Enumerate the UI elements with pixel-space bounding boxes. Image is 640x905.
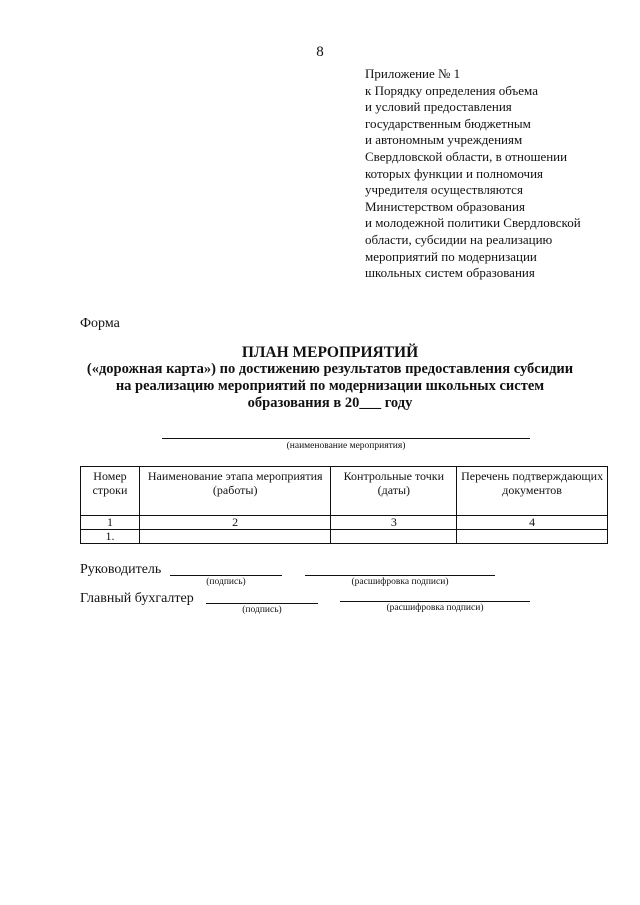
- appendix-line: государственным бюджетным: [365, 115, 531, 131]
- appendix-line: мероприятий по модернизации: [365, 248, 537, 264]
- appendix-block: [365, 66, 625, 282]
- head-label: Руководитель: [80, 562, 162, 577]
- head-decoding-line: [305, 575, 495, 576]
- table-row: [81, 530, 608, 544]
- appendix-line: и молодежной политики Свердловской: [365, 215, 581, 231]
- appendix-line: и автономным учреждениям: [365, 132, 523, 148]
- appendix-line: школьных систем образования: [365, 265, 535, 281]
- appendix-line: учредителя осуществляются: [365, 182, 523, 198]
- column-number-cell: 4: [457, 516, 608, 530]
- accountant-decoding-line: [340, 601, 530, 602]
- appendix-line: Министерством образования: [365, 198, 525, 214]
- appendix-line: которых функции и полномочия: [365, 165, 544, 181]
- appendix-line: области, субсидии на реализацию: [365, 231, 553, 247]
- plan-table: [80, 466, 608, 544]
- event-name-line: [162, 438, 530, 439]
- table-header-row: [81, 467, 608, 516]
- document-title: [70, 344, 590, 412]
- event-name-caption: (наименование мероприятия): [286, 441, 406, 451]
- form-label: Форма: [80, 316, 120, 331]
- column-number-cell: 1: [81, 516, 140, 530]
- head-signature-caption: (подпись): [206, 577, 246, 587]
- accountant-signature-line: [206, 603, 318, 604]
- title-line: («дорожная карта») по достижению результатов предоставления субсидии: [86, 361, 574, 377]
- accountant-decoding-caption: (расшифровка подписи): [386, 603, 484, 613]
- appendix-line: к Порядку определения объема: [365, 82, 538, 98]
- header-cell: Наименование этапа мероприятия (работы): [139, 467, 331, 516]
- table-cell: 1.: [81, 530, 140, 544]
- header-cell: Контрольные точки (даты): [331, 467, 457, 516]
- column-number-cell: 2: [139, 516, 331, 530]
- column-number-cell: 3: [331, 516, 457, 530]
- chief-accountant-label: Главный бухгалтер: [80, 591, 194, 606]
- head-decoding-caption: (расшифровка подписи): [351, 577, 449, 587]
- header-cell: Номер строки: [81, 467, 140, 516]
- header-cell: Перечень подтверждающих документов: [457, 467, 608, 516]
- table-number-row: [81, 516, 608, 530]
- table-cell: [331, 530, 457, 544]
- appendix-line: и условий предоставления: [365, 99, 512, 115]
- appendix-line: Свердловской области, в отношении: [365, 148, 568, 164]
- accountant-signature-caption: (подпись): [242, 605, 282, 615]
- appendix-line: Приложение № 1: [365, 66, 461, 81]
- table-cell: [139, 530, 331, 544]
- title-line: ПЛАН МЕРОПРИЯТИЙ: [241, 344, 419, 361]
- title-line: на реализацию мероприятий по модернизации школьных систем: [115, 378, 545, 394]
- page-number: 8: [316, 44, 324, 60]
- head-signature-line: [170, 575, 282, 576]
- table-cell: [457, 530, 608, 544]
- title-line: образования в 20___ году: [247, 395, 413, 411]
